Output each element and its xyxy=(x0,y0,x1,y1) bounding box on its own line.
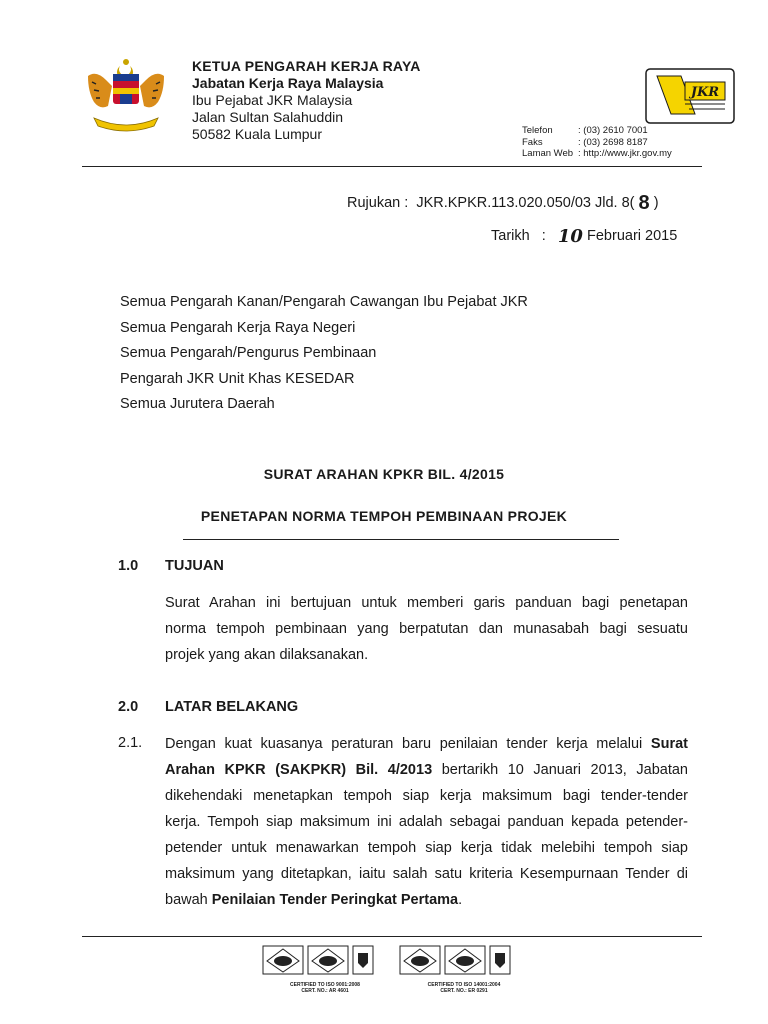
paragraph-line: dikehendaki menetapkan tempoh siap kerja maksimum bagi tender-tender xyxy=(165,788,688,804)
reference-handwritten-number: 8 xyxy=(638,192,650,214)
recipient-item: Pengarah JKR Unit Khas KESEDAR xyxy=(120,370,355,387)
subject-underline xyxy=(183,539,619,540)
text-run: bertarikh 10 Januari 2013, Jabatan xyxy=(432,762,688,778)
letterhead-department: Jabatan Kerja Raya Malaysia xyxy=(192,75,384,91)
paragraph-line xyxy=(165,757,688,783)
text-run: Dengan kuat kuasanya peraturan baru penilaian tender kerja melalui xyxy=(165,736,651,752)
contact-label: Faks xyxy=(522,136,543,148)
reference-label: Rujukan : xyxy=(347,195,409,211)
recipient-item: Semua Pengarah Kerja Raya Negeri xyxy=(120,319,356,336)
contact-value: : http://www.jkr.gov.my xyxy=(578,148,672,159)
reference-line xyxy=(347,192,659,215)
contact-label: Laman Web xyxy=(522,148,574,159)
recipient-item: Semua Pengarah Kanan/Pengarah Cawangan Ibu Pejabat JKR xyxy=(120,294,528,310)
paragraph-line: norma tempoh pembinaan yang berpatutan dan munasabah bagi sesuatu xyxy=(165,621,688,637)
document-title: SURAT ARAHAN KPKR BIL. 4/2015 xyxy=(263,466,505,482)
certification-caption xyxy=(280,982,370,994)
certification-badge-icon xyxy=(263,946,303,974)
recipient-item: Semua Pengarah/Pengurus Pembinaan xyxy=(120,345,377,361)
contact-value: : (03) 2610 7001 xyxy=(578,125,648,136)
section1-paragraph xyxy=(165,590,688,668)
contact-value: : (03) 2698 8187 xyxy=(578,136,648,148)
cert-standard: CERTIFIED TO ISO 9001:2008 xyxy=(290,982,360,988)
letterhead-city: 50582 Kuala Lumpur xyxy=(192,126,322,142)
date-line xyxy=(491,226,677,247)
jkr-logo xyxy=(645,68,735,124)
text-run: bawah xyxy=(165,892,212,908)
jkr-logo-text: JKR xyxy=(690,85,720,100)
date-label: Tarikh xyxy=(491,228,530,244)
paragraph-line: petender untuk menawarkan tempoh siap kerja tidak melebihi tempoh siap xyxy=(165,840,688,856)
contact-details xyxy=(522,125,672,160)
paragraph-line: projek yang akan dilaksanakan. xyxy=(165,647,369,663)
contact-website xyxy=(522,148,672,160)
date-handwritten-day: 10 xyxy=(557,226,583,247)
contact-phone xyxy=(522,125,672,137)
paragraph-line: kerja. Tempoh siap maksimum ini adalah sebagai panduan kepada petender- xyxy=(165,814,688,830)
section-heading: LATAR BELAKANG xyxy=(165,699,299,715)
bold-text-run: Surat xyxy=(650,736,688,752)
bold-text-run: Penilaian Tender Peringkat Pertama xyxy=(211,892,459,908)
certification-badge-icon xyxy=(445,946,485,974)
certification-badge-icon xyxy=(353,946,373,974)
paragraph-line xyxy=(165,887,688,913)
certification-badge-icon xyxy=(400,946,440,974)
certification-caption xyxy=(414,982,514,994)
reference-close: ) xyxy=(653,195,659,211)
recipient-list xyxy=(120,290,528,418)
section-number: 2.0 xyxy=(118,699,139,715)
text-run: . xyxy=(458,892,463,908)
bold-text-run: Arahan KPKR (SAKPKR) Bil. 4/2013 xyxy=(165,762,433,778)
letterhead-title: KETUA PENGARAH KERJA RAYA xyxy=(192,58,421,74)
letterhead-office: Ibu Pejabat JKR Malaysia xyxy=(192,92,353,108)
cert-number: CERT. NO.: AR 4601 xyxy=(301,988,349,994)
recipient-item: Semua Jurutera Daerah xyxy=(120,396,275,412)
contact-fax xyxy=(522,137,672,149)
paragraph-line xyxy=(165,731,688,757)
section2-paragraph xyxy=(165,731,688,913)
section-number: 1.0 xyxy=(118,558,139,574)
contact-label: Telefon xyxy=(522,125,553,136)
malaysia-coat-of-arms-logo xyxy=(80,56,172,134)
letterhead-organisation xyxy=(192,58,421,143)
date-separator: : xyxy=(541,228,546,244)
certification-badge-icon xyxy=(308,946,348,974)
cert-standard: CERTIFIED TO ISO 14001:2004 xyxy=(427,982,501,988)
letterhead-street: Jalan Sultan Salahuddin xyxy=(192,109,344,125)
paragraph-line: maksimum yang ditetapkan, iaitu salah satu kriteria Kesempurnaan Tender di xyxy=(165,866,688,882)
document-subject: PENETAPAN NORMA TEMPOH PEMBINAAN PROJEK xyxy=(200,508,568,524)
date-month-year: Februari 2015 xyxy=(587,228,678,244)
certification-logos xyxy=(262,945,530,979)
paragraph-line: Surat Arahan ini bertujuan untuk memberi garis panduan bagi penetapan xyxy=(165,595,688,611)
letterhead-divider xyxy=(82,166,702,167)
cert-number: CERT. NO.: ER 0291 xyxy=(440,988,488,994)
certification-badge-icon xyxy=(490,946,510,974)
section-heading: TUJUAN xyxy=(165,558,224,574)
subsection-number: 2.1. xyxy=(118,735,143,751)
footer-divider xyxy=(82,936,702,937)
reference-value: JKR.KPKR.113.020.050/03 Jld. 8( xyxy=(416,195,635,211)
